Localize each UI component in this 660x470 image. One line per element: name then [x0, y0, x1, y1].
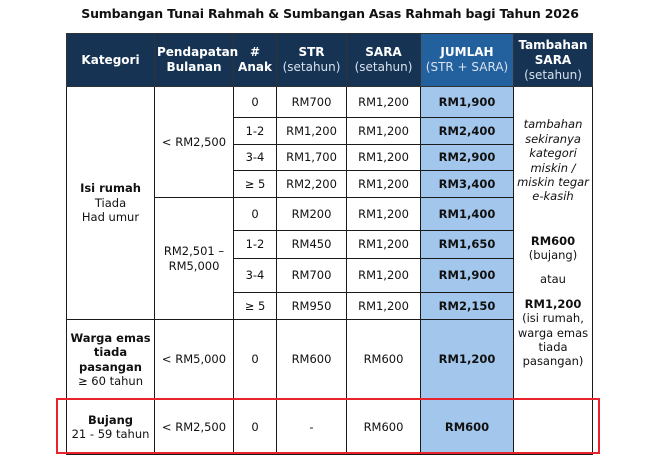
header-str: STR (setahun)	[277, 34, 347, 87]
sara-cell: RM1,200	[347, 198, 421, 231]
str-cell: RM1,700	[277, 145, 347, 171]
jumlah-cell: RM1,900	[421, 87, 514, 118]
header-tambahan: Tambahan SARA (setahun)	[514, 34, 593, 87]
table-row-bujang	[67, 400, 593, 455]
jumlah-cell: RM1,200	[421, 320, 514, 400]
anak-cell: ≥ 5	[234, 171, 277, 198]
jumlah-cell: RM2,150	[421, 293, 514, 320]
sara-cell: RM1,200	[347, 293, 421, 320]
category-isi-rumah: Isi rumah Tiada Had umur	[67, 87, 155, 320]
str-cell: RM950	[277, 293, 347, 320]
header-row	[67, 34, 593, 87]
sara-cell: RM1,200	[347, 171, 421, 198]
header-sara: SARA (setahun)	[347, 34, 421, 87]
jumlah-cell: RM1,400	[421, 198, 514, 231]
jumlah-cell: RM600	[421, 400, 514, 455]
header-kategori: Kategori	[67, 34, 155, 87]
jumlah-cell: RM2,400	[421, 118, 514, 145]
anak-cell: 3-4	[234, 259, 277, 293]
str-cell: RM700	[277, 87, 347, 118]
anak-cell: 0	[234, 320, 277, 400]
anak-cell: 0	[234, 400, 277, 455]
jumlah-cell: RM2,900	[421, 145, 514, 171]
income-band: < RM2,500	[155, 400, 234, 455]
anak-cell: 1-2	[234, 231, 277, 259]
sara-cell: RM1,200	[347, 259, 421, 293]
tambahan-empty	[514, 400, 593, 455]
header-anak: # Anak	[234, 34, 277, 87]
income-band: < RM2,500	[155, 87, 234, 198]
tambahan-note: tambahan sekiranya kategori miskin / miskin tegar e-kasih RM600 (bujang) atau RM1,200 (isi rumah, warga emas tiada pasangan)	[514, 87, 593, 400]
sara-cell: RM1,200	[347, 118, 421, 145]
sara-cell: RM1,200	[347, 145, 421, 171]
jumlah-cell: RM1,900	[421, 259, 514, 293]
str-cell: RM600	[277, 320, 347, 400]
income-band: < RM5,000	[155, 320, 234, 400]
anak-cell: 1-2	[234, 118, 277, 145]
str-cell: RM200	[277, 198, 347, 231]
sara-cell: RM600	[347, 320, 421, 400]
sara-cell: RM600	[347, 400, 421, 455]
table-row	[67, 87, 593, 118]
page-title: Sumbangan Tunai Rahmah & Sumbangan Asas Rahmah bagi Tahun 2026	[81, 6, 579, 21]
contribution-table	[66, 33, 593, 455]
header-jumlah: JUMLAH (STR + SARA)	[421, 34, 514, 87]
jumlah-cell: RM1,650	[421, 231, 514, 259]
sara-cell: RM1,200	[347, 87, 421, 118]
anak-cell: ≥ 5	[234, 293, 277, 320]
jumlah-cell: RM3,400	[421, 171, 514, 198]
str-cell: RM2,200	[277, 171, 347, 198]
category-bujang: Bujang 21 - 59 tahun	[67, 400, 155, 455]
header-pendapatan: Pendapatan Bulanan	[155, 34, 234, 87]
category-warga-emas: Warga emas tiada pasangan ≥ 60 tahun	[67, 320, 155, 400]
str-cell: RM700	[277, 259, 347, 293]
str-cell: -	[277, 400, 347, 455]
anak-cell: 0	[234, 87, 277, 118]
income-band: RM2,501 – RM5,000	[155, 198, 234, 320]
str-cell: RM1,200	[277, 118, 347, 145]
sara-cell: RM1,200	[347, 231, 421, 259]
anak-cell: 3-4	[234, 145, 277, 171]
str-cell: RM450	[277, 231, 347, 259]
anak-cell: 0	[234, 198, 277, 231]
